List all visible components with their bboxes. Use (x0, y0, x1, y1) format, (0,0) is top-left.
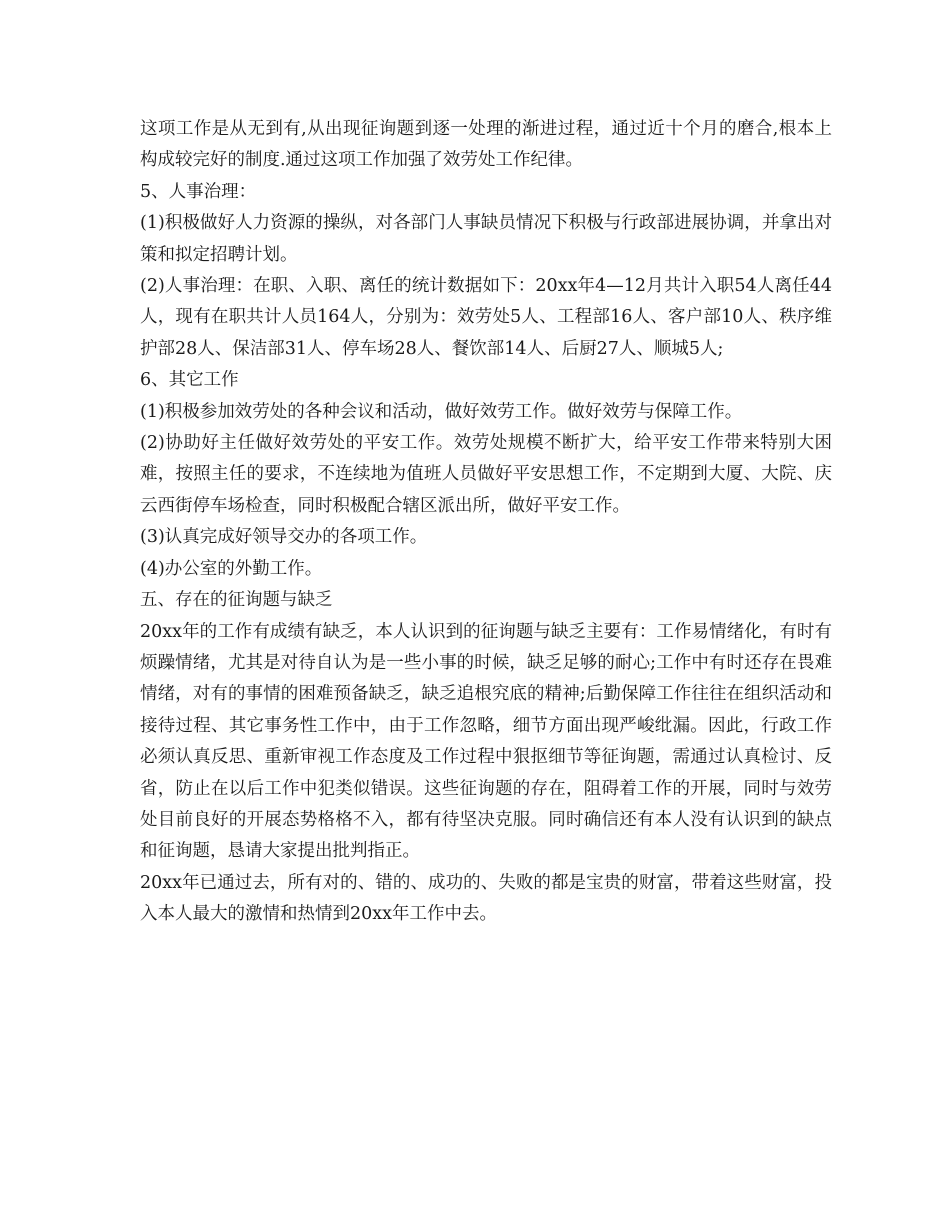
paragraph-meetings: (1)积极参加效劳处的各种会议和活动，做好效劳工作。做好效劳与保障工作。 (140, 401, 743, 422)
paragraph-field-work: (4)办公室的外勤工作。 (140, 558, 323, 579)
paragraph-problems-detail: 20xx年的工作有成绩有缺乏，本人认识到的征询题与缺乏主要有：工作易情绪化，有时有烦躁情绪，尤其是对待自认为是一些小事的时候，缺乏足够的耐心;工作中有时还存在畏难情绪，对有的事情的困难预备缺乏，缺乏追根究底的精神;后勤保障工作往往在组织活动和接待过程、其它事务性工作中，由于工作忽略，细节方面出现严峻纰漏。因此，行政工作必须认真反思、重新审视工作态度及工作过程中狠抠细节等征询题，需通过认真检讨、反省，防止在以后工作中犯类似错误。这些征询题的存在，阻碍着工作的开展，同时与效劳处目前良好的开展态势格格不入，都有待坚决克服。同时确信还有本人没有认识到的缺点和征询题，恳请大家提出批判指正。 (140, 621, 832, 862)
paragraph-hr-statistics: (2)人事治理：在职、入职、离任的统计数据如下：20xx年4—12月共计入职54人离任44人，现有在职共计人员164人，分别为：效劳处5人、工程部16人、客户部10人、秩序维护部28人、保洁部31人、停车场28人、餐饮部14人、后厨27人、顺城5人; (140, 276, 832, 359)
paragraph-discipline: 这项工作是从无到有,从出现征询题到逐一处理的渐进过程，通过近十个月的磨合,根本上构成较完好的制度.通过这项工作加强了效劳处工作纪律。 (140, 119, 832, 171)
document-body (140, 114, 832, 931)
paragraph-conclusion: 20xx年已通过去，所有对的、错的、成功的、失败的都是宝贵的财富，带着这些财富，投入本人最大的激情和热情到20xx年工作中去。 (140, 872, 832, 925)
heading-problems: 五、存在的征询题与缺乏 (140, 590, 333, 611)
paragraph-hr-resources: (1)积极做好人力资源的操纵，对各部门人事缺员情况下积极与行政部进展协调，并拿出对策和拟定招聘计划。 (140, 213, 832, 265)
paragraph-assigned-tasks: (3)认真完成好领导交办的各项工作。 (140, 527, 428, 548)
heading-other-work: 6、其它工作 (140, 370, 239, 391)
heading-personnel-management: 5、人事治理： (140, 181, 257, 202)
paragraph-safety: (2)协助好主任做好效劳处的平安工作。效劳处规模不断扩大，给平安工作带来特别大困难，按照主任的要求，不连续地为值班人员做好平安思想工作，不定期到大厦、大院、庆云西街停车场检查，同时积极配合辖区派出所，做好平安工作。 (140, 433, 832, 516)
